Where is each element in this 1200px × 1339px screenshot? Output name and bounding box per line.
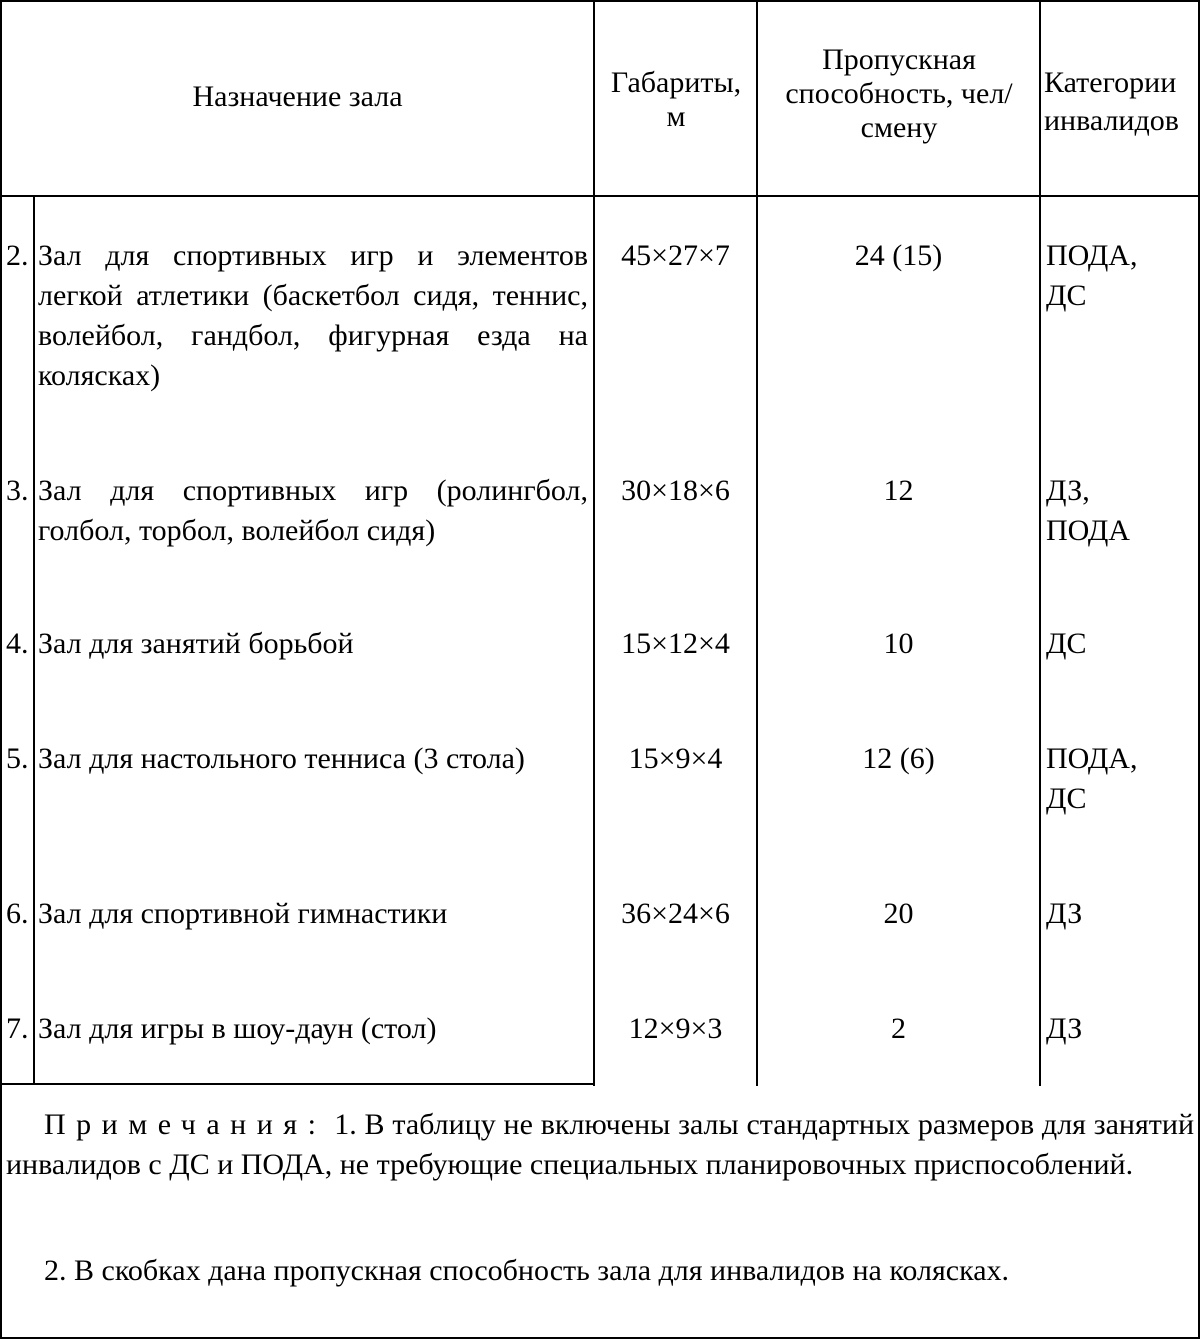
note-1	[6, 1105, 1194, 1185]
row-capacity: 10	[883, 627, 914, 660]
row-capacity: 12 (6)	[862, 742, 935, 775]
row-capacity: 12	[883, 474, 914, 507]
row-dimensions: 45×27×7	[621, 239, 730, 272]
table-left-border	[0, 0, 2, 1339]
row-number: 5.	[6, 742, 29, 775]
row-dimensions: 30×18×6	[621, 474, 730, 507]
row-categories: ПОДА, ДС	[1046, 742, 1138, 815]
header-bottom-border	[0, 195, 1200, 197]
row-name: Зал для занятий борьбой	[38, 627, 354, 660]
row-name: Зал для настольного тенниса (3 стола)	[38, 742, 525, 775]
row-categories: ДЗ, ПОДА	[1046, 474, 1130, 547]
row-name: Зал для спортивных игр и элементов легкой атлетики (баскетбол сидя, теннис, волейбол, гандбол, фигурная езда на колясках)	[38, 239, 588, 392]
header-dimensions-text: Габариты, м	[610, 66, 742, 133]
row-name: Зал для спортивных игр (ролингбол, голбол, торбол, волейбол сидя)	[38, 474, 588, 547]
row-number: 3.	[6, 474, 29, 507]
row-number: 6.	[6, 897, 29, 930]
row-number: 7.	[6, 1012, 29, 1045]
row-number: 4.	[6, 627, 29, 660]
row-capacity: 24 (15)	[854, 239, 943, 272]
note-2	[44, 1251, 1194, 1291]
row-name: Зал для игры в шоу-даун (стол)	[38, 1012, 437, 1045]
row-capacity: 2	[891, 1012, 906, 1045]
row-categories: ДС	[1046, 627, 1087, 660]
row-categories: ДЗ	[1046, 1012, 1083, 1045]
header-capacity	[760, 43, 1038, 145]
row-categories: ПОДА, ДС	[1046, 239, 1138, 312]
note-1-text: 1. В таблицу не включены залы стандартных размеров для занятий инвалидов с ДС и ПОДА, не требующие специальных планировочных приспособлений.	[6, 1108, 1194, 1181]
header-purpose	[2, 80, 593, 114]
row-dimensions: 36×24×6	[621, 897, 730, 930]
row-categories: ДЗ	[1046, 897, 1083, 930]
header-categories	[1044, 64, 1198, 140]
col-sep-capacity	[1039, 0, 1041, 1086]
header-capacity-text: Пропускная способность, чел/смену	[785, 43, 1013, 144]
notes-label: Примечания:	[44, 1108, 327, 1141]
row-name: Зал для спортивной гимнастики	[38, 897, 448, 930]
header-purpose-text: Назначение зала	[192, 80, 403, 113]
body-bottom-border	[0, 1083, 595, 1085]
row-dimensions: 15×9×4	[628, 742, 723, 775]
header-dimensions	[597, 66, 755, 134]
table-top-border	[0, 0, 1200, 2]
row-dimensions: 12×9×3	[628, 1012, 723, 1045]
row-capacity: 20	[883, 897, 914, 930]
row-number: 2.	[6, 239, 29, 272]
note-2-text: 2. В скобках дана пропускная способность зала для инвалидов на колясках.	[44, 1254, 1010, 1287]
row-dimensions: 15×12×4	[621, 627, 730, 660]
header-categories-text: Категории инвалидов	[1044, 66, 1179, 137]
